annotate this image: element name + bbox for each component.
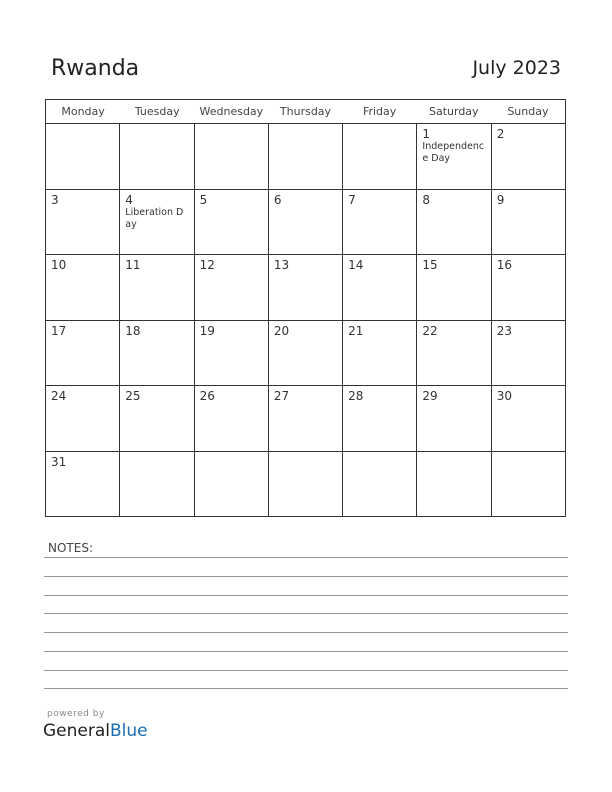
day-number: 3 (51, 192, 59, 207)
day-number: 21 (348, 323, 364, 338)
day-cell (417, 255, 491, 320)
day-cell (46, 190, 120, 255)
month-year-title: July 2023 (472, 57, 561, 79)
week-row (46, 255, 565, 321)
day-number: 1 (422, 127, 431, 141)
day-number: 9 (496, 192, 505, 207)
day-cell (269, 124, 343, 189)
notes-line (44, 670, 568, 671)
notes-line (44, 557, 568, 558)
week-row (46, 452, 565, 518)
notes-line (44, 688, 568, 689)
day-cell (195, 255, 269, 320)
day-number: 6 (273, 192, 282, 207)
weekday-header-row (46, 100, 565, 124)
day-number: 19 (199, 323, 215, 338)
powered-by-text: powered by (47, 709, 105, 719)
day-number: 14 (348, 258, 364, 272)
week-row (46, 321, 565, 387)
day-cell (343, 124, 417, 189)
day-number: 11 (125, 258, 141, 272)
day-cell (269, 255, 343, 320)
day-cell (46, 124, 120, 189)
day-cell (120, 321, 194, 386)
day-cell (46, 386, 120, 451)
day-number: 8 (422, 192, 431, 207)
day-cell (195, 386, 269, 451)
notes-line (44, 576, 568, 577)
day-cell (492, 452, 565, 518)
weekday-saturday: Saturday (428, 105, 479, 118)
day-number: 22 (422, 323, 438, 338)
day-cell (195, 124, 269, 189)
day-cell (492, 190, 565, 255)
day-number: 28 (348, 389, 364, 403)
day-cell (195, 321, 269, 386)
day-cell (269, 452, 343, 518)
day-cell (343, 190, 417, 255)
day-cell (343, 452, 417, 518)
day-cell (492, 255, 565, 320)
day-cell (195, 190, 269, 255)
day-cell (417, 386, 491, 451)
day-cell (343, 255, 417, 320)
week-row (46, 190, 565, 256)
day-cell (417, 190, 491, 255)
weeks-container (46, 124, 565, 517)
notes-line (44, 632, 568, 633)
day-cell (417, 321, 491, 386)
week-row (46, 386, 565, 452)
notes-line (44, 613, 568, 614)
day-number: 20 (273, 323, 290, 338)
day-cell (195, 452, 269, 518)
notes-line (44, 595, 568, 596)
day-cell (343, 386, 417, 451)
day-cell (120, 386, 194, 451)
holiday-label: Independence Day (422, 141, 485, 164)
country-title: Rwanda (51, 56, 140, 81)
day-number: 23 (496, 323, 512, 338)
day-cell (269, 386, 343, 451)
day-cell (417, 124, 491, 189)
day-number: 4 (125, 192, 133, 207)
day-cell (120, 124, 194, 189)
day-cell (46, 255, 120, 320)
day-cell (492, 124, 565, 189)
day-number: 5 (199, 192, 208, 207)
day-number: 30 (496, 389, 512, 403)
day-cell (492, 321, 565, 386)
day-cell (120, 255, 194, 320)
brand-general: General (43, 721, 110, 741)
day-number: 10 (51, 258, 67, 272)
day-cell (120, 452, 194, 518)
day-number: 31 (51, 454, 67, 469)
day-number: 26 (199, 389, 215, 403)
day-number: 7 (348, 192, 356, 207)
day-number: 27 (273, 389, 290, 403)
weekday-thursday: Thursday (279, 105, 332, 118)
day-number: 25 (125, 389, 141, 403)
day-cell (269, 321, 343, 386)
day-cell (492, 386, 565, 451)
day-cell (46, 321, 120, 386)
day-cell (120, 190, 194, 255)
notes-label: NOTES: (48, 541, 93, 555)
day-number: 2 (496, 127, 505, 141)
day-number: 24 (51, 389, 67, 403)
day-number: 12 (199, 258, 215, 272)
day-number: 13 (273, 258, 290, 272)
day-cell (46, 452, 120, 518)
weekday-sunday: Sunday (507, 105, 549, 118)
notes-line (44, 651, 568, 652)
day-number: 18 (125, 323, 141, 338)
day-number: 17 (51, 323, 67, 338)
brand-logo (43, 721, 148, 741)
weekday-tuesday: Tuesday (134, 105, 180, 118)
holiday-label: Liberation Day (125, 206, 184, 230)
brand-blue: Blue (110, 721, 148, 741)
day-number: 29 (422, 389, 438, 403)
weekday-wednesday: Wednesday (199, 105, 264, 118)
weekday-monday: Monday (61, 105, 105, 118)
weekday-friday: Friday (362, 105, 397, 118)
week-row (46, 124, 565, 190)
day-cell (343, 321, 417, 386)
day-number: 16 (496, 258, 512, 272)
day-cell (417, 452, 491, 518)
calendar-grid (45, 99, 566, 517)
day-number: 15 (422, 258, 438, 272)
day-cell (269, 190, 343, 255)
